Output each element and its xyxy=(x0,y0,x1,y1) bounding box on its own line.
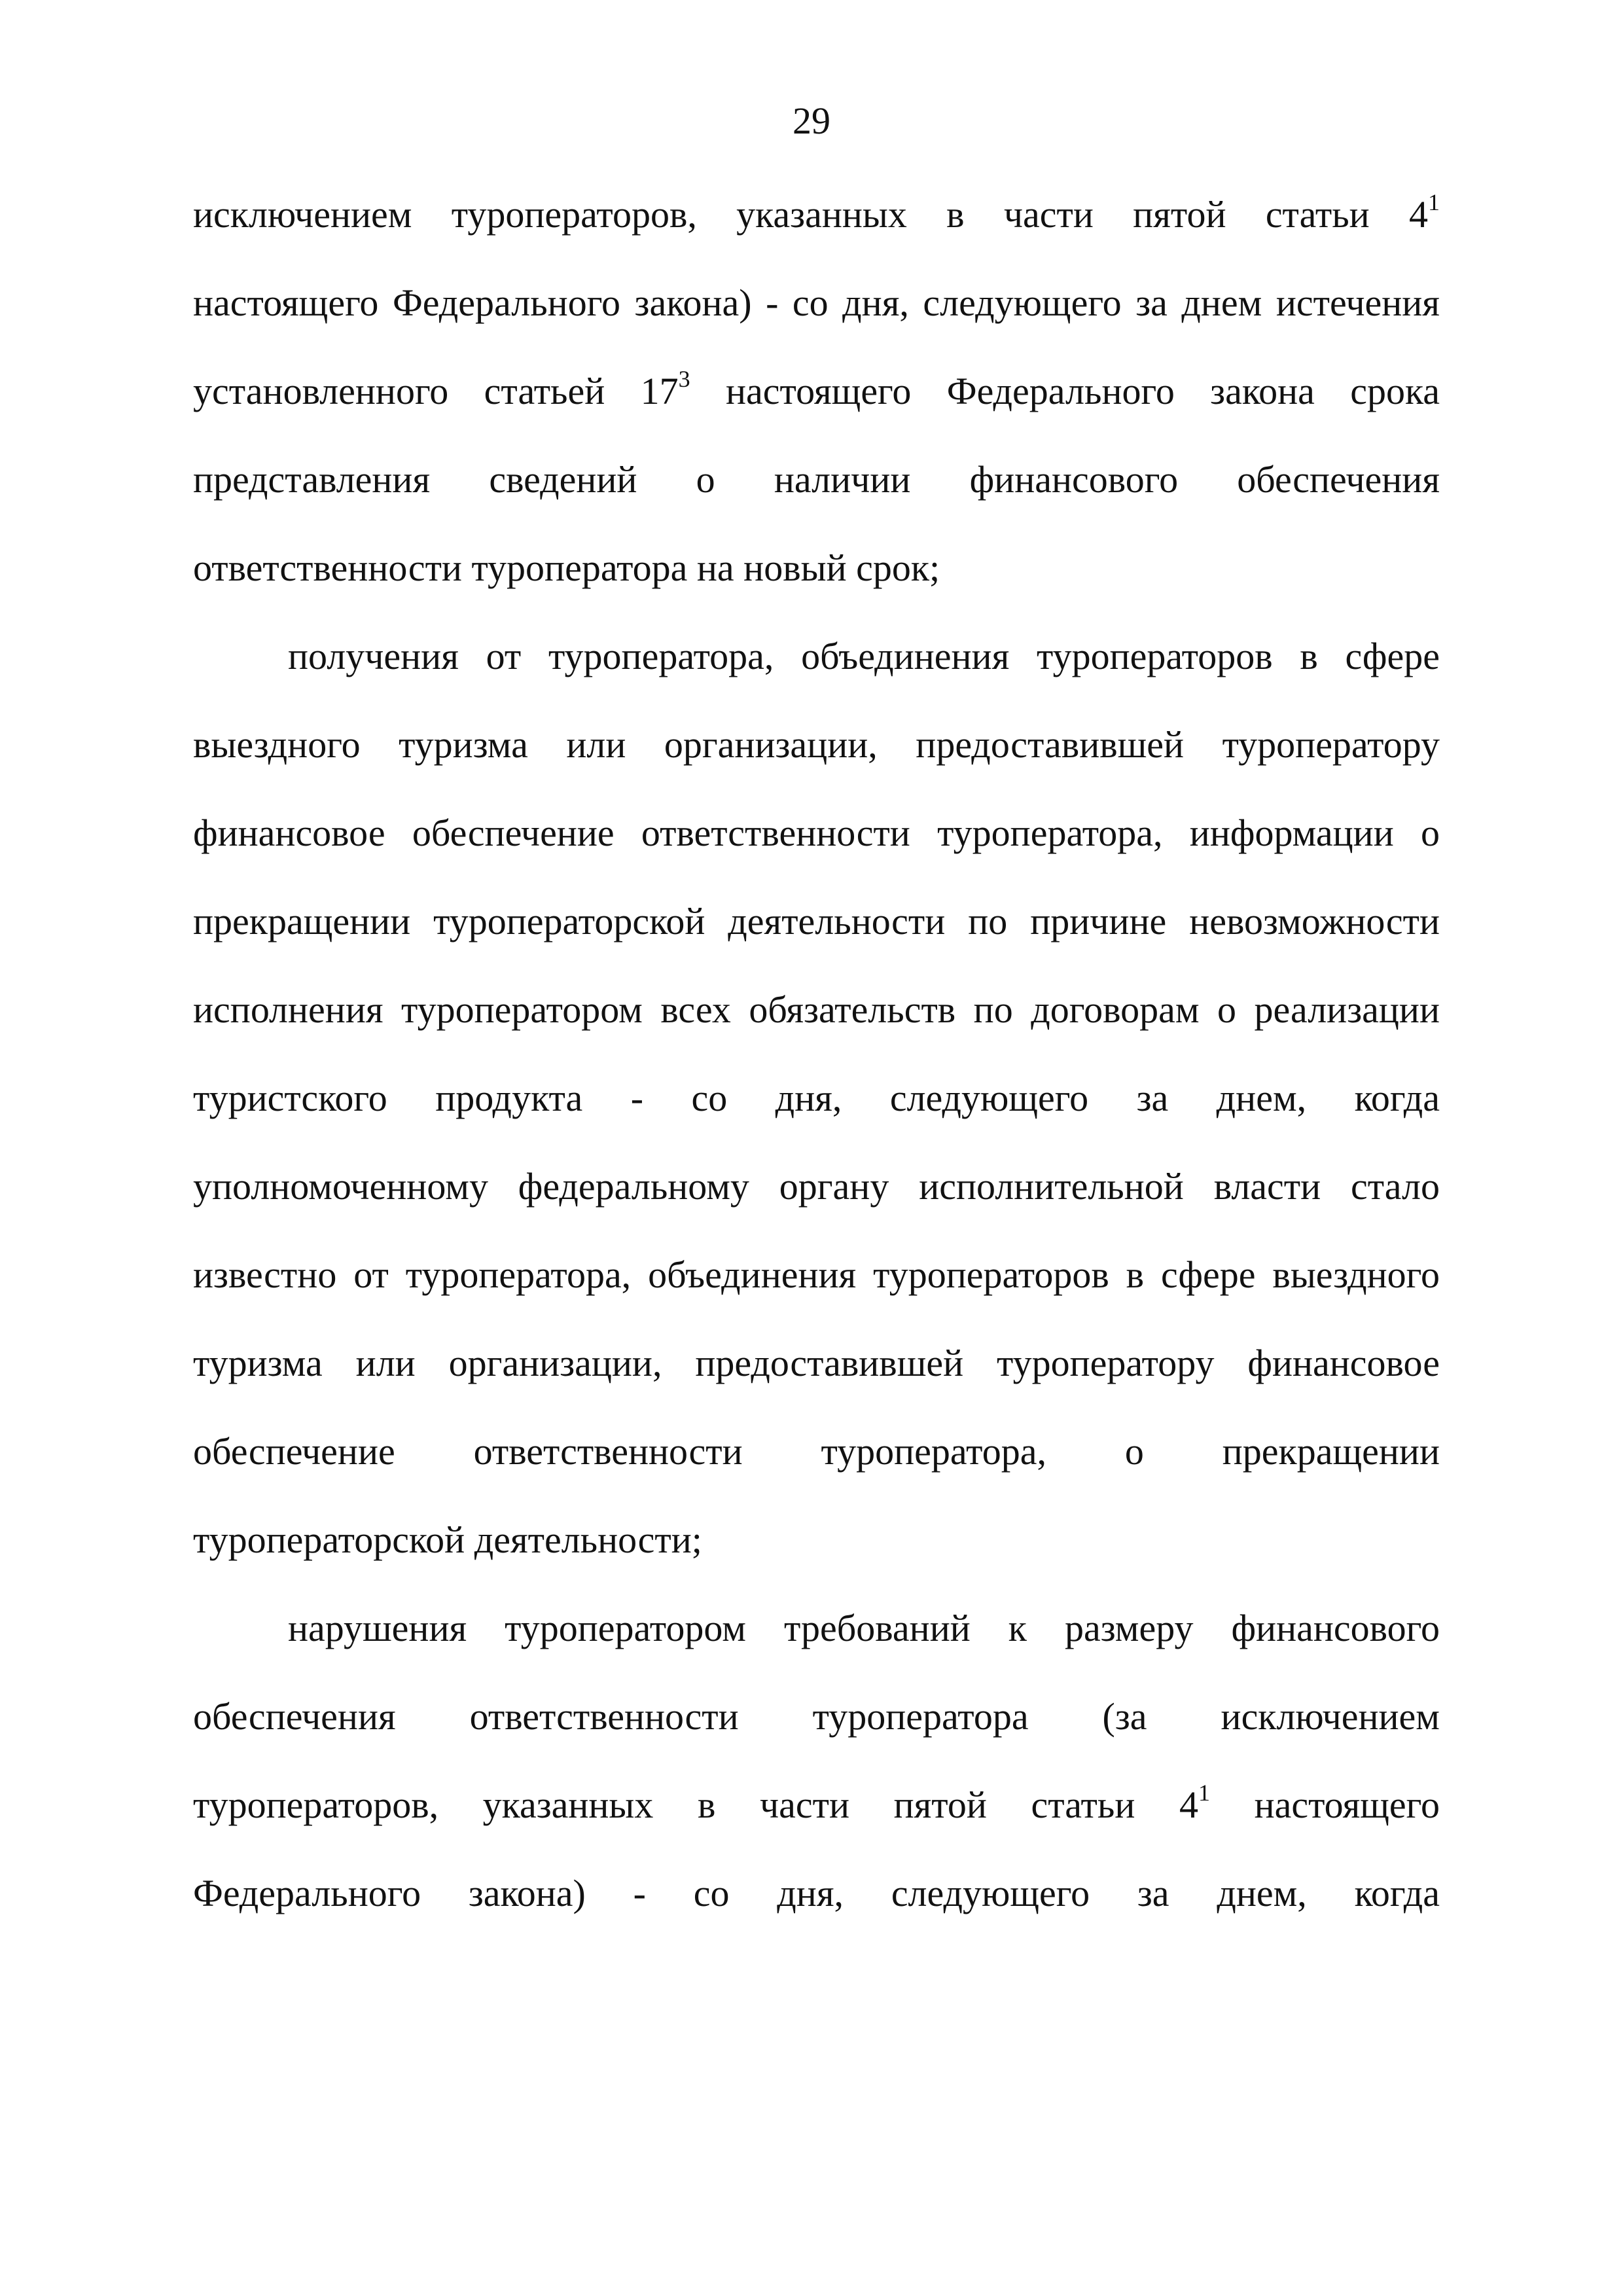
text-line: получения от туроператора, объединения туроператоров в сфере xyxy=(288,635,1440,677)
text-line: туристского продукта - со дня, следующего за днем, когда xyxy=(193,1077,1440,1119)
text-line: известно от туроператора, объединения туроператоров в сфере выездного xyxy=(193,1253,1440,1296)
text-line: настоящего Федерального закона) - со дня, следующего за днем истечения xyxy=(193,281,1440,324)
text-line: Федерального закона) - со дня, следующего за днем, когда xyxy=(193,1872,1440,1914)
superscript: 1 xyxy=(1428,189,1440,215)
text-line: туроператорской деятельности; xyxy=(193,1518,702,1561)
text-line: представления сведений о наличии финансового обеспечения xyxy=(193,458,1440,501)
body-text xyxy=(193,179,1440,1946)
text-line: туроператоров, указанных в части пятой статьи $4^1$ настоящего xyxy=(193,1780,1440,1826)
superscript: 1 xyxy=(1198,1780,1210,1806)
text-line: ответственности туроператора на новый срок; xyxy=(193,547,940,589)
text-line: исполнения туроператором всех обязательств по договорам о реализации xyxy=(193,988,1440,1031)
text-line: выездного туризма или организации, предоставившей туроператору xyxy=(193,723,1440,766)
text-line: установленного статьей $17^3$ настоящего Федерального закона срока xyxy=(193,366,1440,412)
page-number: 29 xyxy=(793,99,830,142)
text-line: уполномоченному федеральному органу исполнительной власти стало xyxy=(193,1165,1440,1208)
superscript: 3 xyxy=(678,366,690,392)
text-line: обеспечение ответственности туроператора, о прекращении xyxy=(193,1430,1440,1473)
text-line: прекращении туроператорской деятельности по причине невозможности xyxy=(193,900,1440,942)
text-line: нарушения туроператором требований к размеру финансового xyxy=(288,1607,1440,1649)
text-line: финансовое обеспечение ответственности туроператора, информации о xyxy=(193,812,1440,854)
text-line: исключением туроператоров, указанных в части пятой статьи $4^1$ xyxy=(193,189,1440,236)
text-line: туризма или организации, предоставившей туроператору финансовое xyxy=(193,1342,1440,1384)
text-line: обеспечения ответственности туроператора (за исключением xyxy=(193,1695,1440,1738)
